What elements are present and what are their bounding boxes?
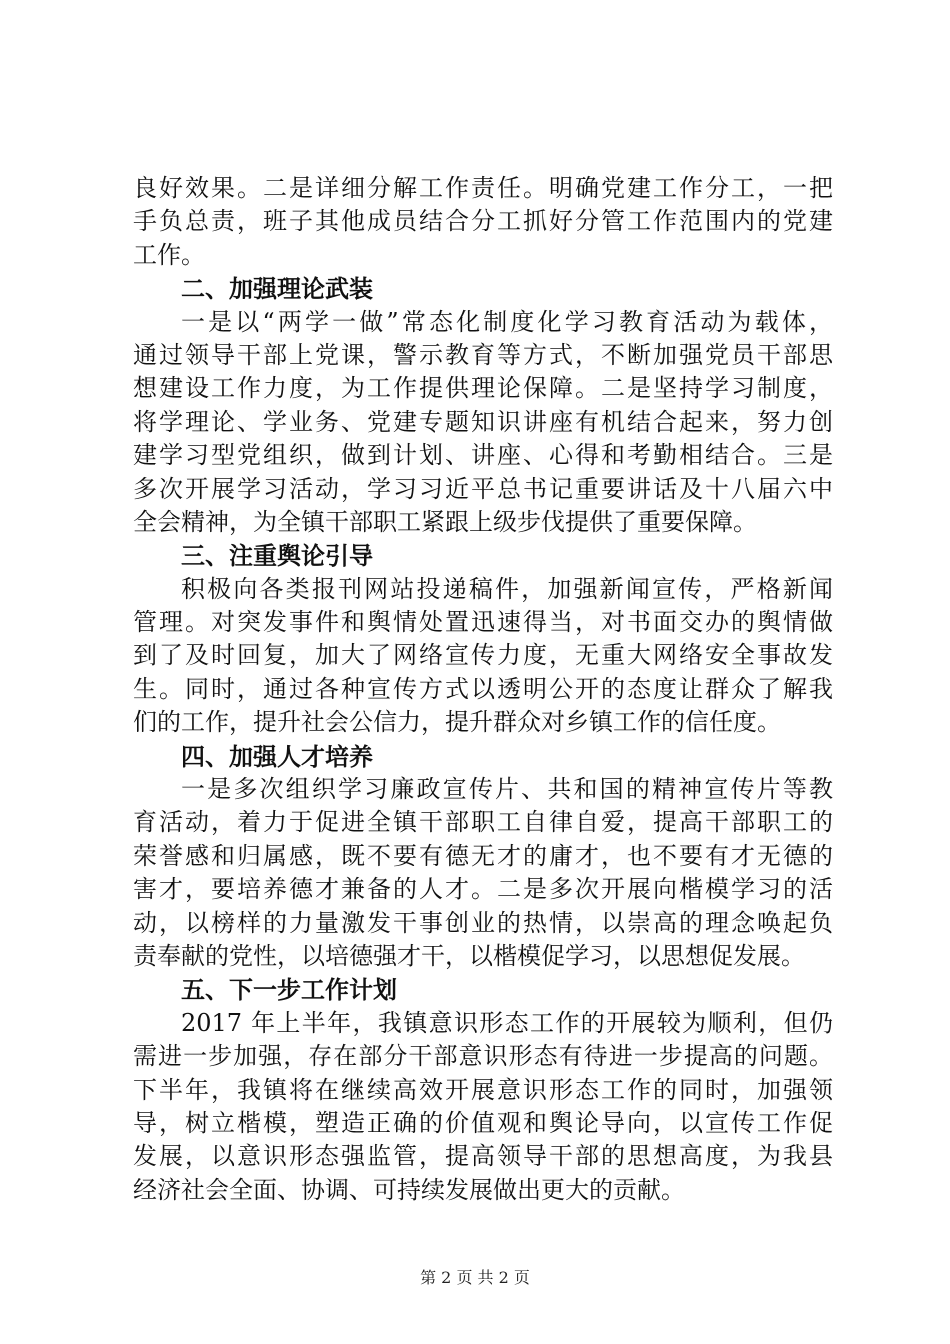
text-line: 2017 年上半年，我镇意识形态工作的开展较为顺利，但仍 — [181, 1008, 833, 1037]
body-paragraph — [133, 306, 833, 540]
text-line: 良好效果。二是详细分解工作责任。明确党建工作分工，一把 — [133, 174, 833, 202]
text-line: 害才，要培养德才兼备的人才。二是多次开展向楷模学习的活 — [133, 875, 833, 904]
text-line: 将学理论、学业务、党建专题知识讲座有机结合起来，努力创 — [133, 407, 833, 436]
text-line: 荣誉感和归属感，既不要有德无才的庸才，也不要有才无德的 — [133, 841, 833, 870]
text-line: 一是多次组织学习廉政宣传片、共和国的精神宣传片等教 — [181, 775, 833, 804]
text-line: 需进一步加强，存在部分干部意识形态有待进一步提高的问题。 — [133, 1042, 833, 1071]
text-line: 责奉献的党性，以培德强才干，以楷模促学习，以思想促发展。 — [133, 941, 805, 970]
text-line: 多次开展学习活动，学习习近平总书记重要讲话及十八届六中 — [133, 474, 833, 503]
section-heading: 五、下一步工作计划 — [181, 975, 397, 1005]
text-line: 生。同时，通过各种宣传方式以透明公开的态度让群众了解我 — [133, 674, 833, 703]
body-paragraph — [133, 1007, 833, 1207]
text-line: 管理。对突发事件和舆情处置迅速得当，对书面交办的舆情做 — [133, 608, 833, 637]
document-body — [133, 172, 833, 1207]
text-line: 育活动，着力于促进全镇干部职工自律自爱，提高干部职工的 — [133, 808, 833, 837]
body-paragraph — [133, 773, 833, 973]
page-footer: 第 2 页 共 2 页 — [420, 1268, 530, 1287]
text-line: 想建设工作力度，为工作提供理论保障。二是坚持学习制度， — [133, 374, 833, 403]
text-line: 们的工作，提升社会公信力，提升群众对乡镇工作的信任度。 — [133, 708, 781, 737]
text-line: 经济社会全面、协调、可持续发展做出更大的贡献。 — [133, 1175, 685, 1204]
section-heading: 四、加强人才培养 — [181, 741, 373, 771]
text-line: 通过领导干部上党课，警示教育等方式，不断加强党员干部思 — [133, 340, 833, 369]
text-line: 建学习型党组织，做到计划、讲座、心得和考勤相结合。三是 — [133, 441, 833, 470]
text-line: 发展，以意识形态强监管，提高领导干部的思想高度，为我县 — [133, 1142, 833, 1171]
text-line: 动，以榜样的力量激发干事创业的热情，以崇高的理念唤起负 — [133, 908, 833, 937]
body-paragraph — [133, 573, 833, 740]
body-paragraph — [133, 172, 833, 272]
section-heading: 三、注重舆论引导 — [181, 541, 373, 571]
text-line: 手负总责，班子其他成员结合分工抓好分管工作范围内的党建 — [133, 207, 833, 236]
text-line: 到了及时回复，加大了网络宣传力度，无重大网络安全事故发 — [133, 641, 833, 670]
section-heading: 二、加强理论武装 — [181, 274, 373, 304]
text-line: 工作。 — [133, 240, 205, 269]
text-line: 一是以“两学一做”常态化制度化学习教育活动为载体， — [181, 307, 833, 336]
text-line: 积极向各类报刊网站投递稿件，加强新闻宣传，严格新闻 — [181, 574, 833, 603]
text-line: 下半年，我镇将在继续高效开展意识形态工作的同时，加强领 — [133, 1075, 833, 1104]
text-line: 全会精神，为全镇干部职工紧跟上级步伐提供了重要保障。 — [133, 507, 757, 536]
text-line: 导，树立楷模，塑造正确的价值观和舆论导向，以宣传工作促 — [133, 1108, 833, 1137]
